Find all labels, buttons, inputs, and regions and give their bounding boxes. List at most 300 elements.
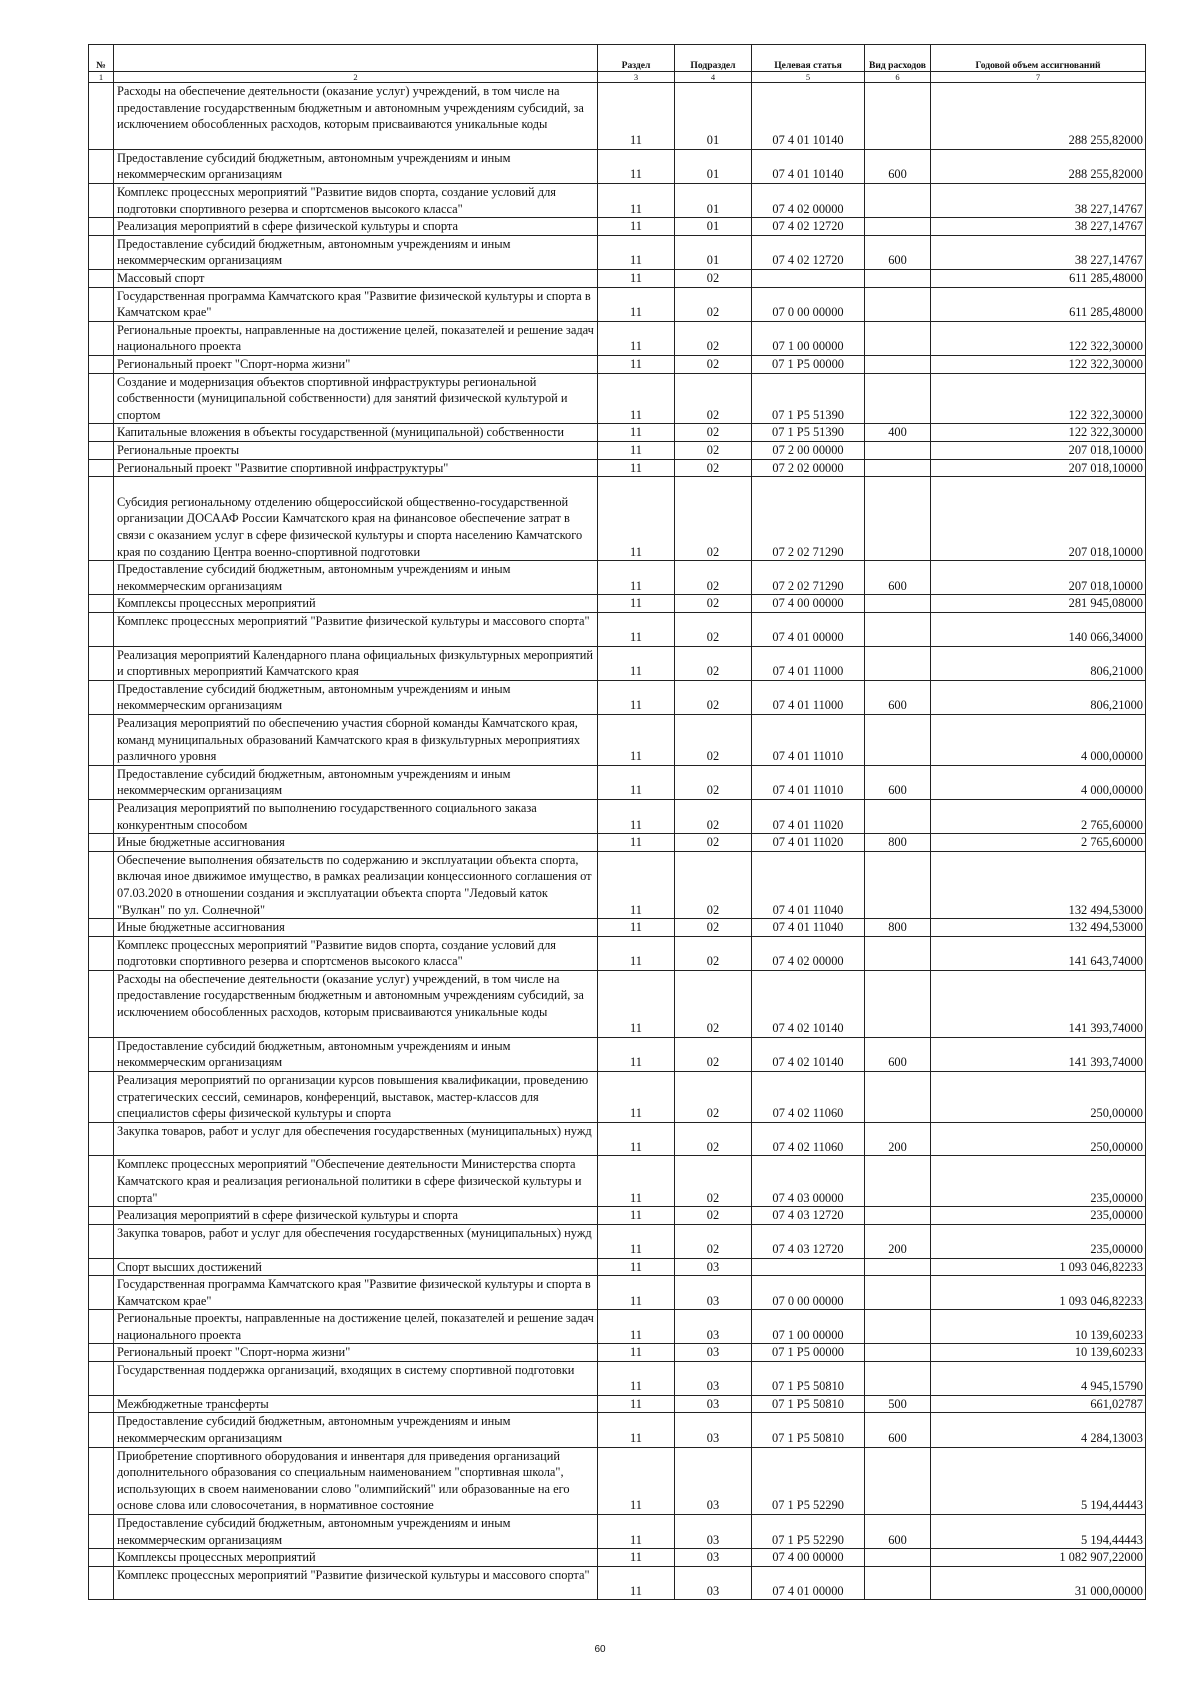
row-annual-volume: 141 393,74000 [931,1037,1146,1071]
row-target-article: 07 2 02 71290 [752,561,865,595]
row-description: Предоставление субсидий бюджетным, автономным учреждениям и иным некоммерческим организациям [114,765,598,799]
row-annual-volume: 806,21000 [931,680,1146,714]
row-razdel: 11 [598,834,675,852]
row-razdel: 11 [598,1447,675,1514]
row-podrazdel: 02 [675,373,752,424]
table-row [89,218,1146,236]
header-razdel: Раздел [598,45,675,72]
row-razdel: 11 [598,1362,675,1396]
row-annual-volume: 2 765,60000 [931,799,1146,833]
table-row [89,321,1146,355]
row-razdel: 11 [598,1395,675,1413]
header-number: № [89,45,114,72]
row-expense-type [865,1362,931,1396]
row-razdel: 11 [598,612,675,646]
row-description: Реализация мероприятий в сфере физической культуры и спорта [114,1207,598,1225]
row-annual-volume: 1 093 046,82233 [931,1276,1146,1310]
row-annual-volume: 38 227,14767 [931,184,1146,218]
row-description: Реализация мероприятий по выполнению государственного социального заказа конкурентным способом [114,799,598,833]
row-description: Расходы на обеспечение деятельности (оказание услуг) учреждений, в том числе на предоставление государственным бюджетным и автономным учреждениям субсидий, за исключением обособленных расходов, которым присваиваются уникальные коды [114,83,598,150]
col-num-3: 3 [598,72,675,83]
table-row [89,459,1146,477]
row-expense-type [865,270,931,288]
row-number-cell [89,373,114,424]
row-annual-volume: 4 284,13003 [931,1413,1146,1447]
table-row [89,1122,1146,1156]
row-description: Предоставление субсидий бюджетным, автономным учреждениям и иным некоммерческим организациям [114,235,598,269]
table-row [89,851,1146,918]
row-description: Региональные проекты, направленные на достижение целей, показателей и решение задач национального проекта [114,321,598,355]
row-number-cell [89,321,114,355]
row-expense-type [865,714,931,765]
row-expense-type: 200 [865,1224,931,1258]
row-description: Государственная программа Камчатского края "Развитие физической культуры и спорта в Камчатском крае" [114,287,598,321]
table-row [89,1362,1146,1396]
row-podrazdel: 02 [675,1207,752,1225]
row-expense-type: 200 [865,1122,931,1156]
row-number-cell [89,149,114,183]
row-target-article: 07 1 00 00000 [752,321,865,355]
row-podrazdel: 03 [675,1413,752,1447]
row-podrazdel: 02 [675,680,752,714]
row-podrazdel: 02 [675,851,752,918]
row-annual-volume: 611 285,48000 [931,287,1146,321]
row-description: Иные бюджетные ассигнования [114,834,598,852]
table-row [89,1549,1146,1567]
table-row [89,680,1146,714]
row-razdel: 11 [598,595,675,613]
row-expense-type [865,936,931,970]
row-annual-volume: 288 255,82000 [931,83,1146,150]
row-target-article: 07 2 00 00000 [752,441,865,459]
row-description: Реализация мероприятий по организации курсов повышения квалификации, проведению стратегических сессий, семинаров, конференций, выставок, мастер-классов для специалистов сферы физической культуры и спорта [114,1071,598,1122]
row-annual-volume: 141 393,74000 [931,970,1146,1037]
row-annual-volume: 2 765,60000 [931,834,1146,852]
row-target-article: 07 4 03 12720 [752,1224,865,1258]
row-razdel: 11 [598,218,675,236]
row-target-article: 07 1 P5 52290 [752,1514,865,1548]
row-podrazdel: 03 [675,1310,752,1344]
row-description: Региональные проекты, направленные на достижение целей, показателей и решение задач национального проекта [114,1310,598,1344]
table-row [89,1207,1146,1225]
row-target-article: 07 4 01 11000 [752,680,865,714]
table-row [89,1224,1146,1258]
col-num-2: 2 [114,72,598,83]
row-target-article: 07 4 02 00000 [752,936,865,970]
row-target-article: 07 4 00 00000 [752,595,865,613]
row-razdel: 11 [598,1156,675,1207]
row-podrazdel: 01 [675,149,752,183]
row-expense-type [865,1566,931,1600]
row-expense-type [865,218,931,236]
row-description: Приобретение спортивного оборудования и инвентаря для приведения организаций дополнительного образования со специальным наименованием "спортивная школа", использующих в своем наименовании слово "олимпийский" или образованные на его основе слова или словосочетания, в нормативное состояние [114,1447,598,1514]
row-razdel: 11 [598,765,675,799]
row-podrazdel: 02 [675,477,752,561]
row-description: Предоставление субсидий бюджетным, автономным учреждениям и иным некоммерческим организациям [114,1037,598,1071]
row-annual-volume: 281 945,08000 [931,595,1146,613]
row-number-cell [89,1362,114,1396]
row-annual-volume: 141 643,74000 [931,936,1146,970]
row-expense-type: 600 [865,1037,931,1071]
row-podrazdel: 01 [675,218,752,236]
row-number-cell [89,1207,114,1225]
table-row [89,1514,1146,1548]
row-razdel: 11 [598,1310,675,1344]
row-description: Закупка товаров, работ и услуг для обеспечения государственных (муниципальных) нужд [114,1224,598,1258]
row-description: Предоставление субсидий бюджетным, автономным учреждениям и иным некоммерческим организациям [114,149,598,183]
row-expense-type: 800 [865,919,931,937]
column-number-row [89,72,1146,83]
row-expense-type: 500 [865,1395,931,1413]
row-razdel: 11 [598,851,675,918]
row-annual-volume: 4 000,00000 [931,714,1146,765]
table-row [89,1395,1146,1413]
table-row [89,424,1146,442]
row-podrazdel: 02 [675,714,752,765]
row-number-cell [89,851,114,918]
row-expense-type [865,595,931,613]
row-annual-volume: 10 139,60233 [931,1344,1146,1362]
row-number-cell [89,424,114,442]
table-row [89,714,1146,765]
table-row [89,799,1146,833]
row-razdel: 11 [598,1258,675,1276]
row-target-article: 07 4 01 11020 [752,834,865,852]
table-row [89,765,1146,799]
row-target-article: 07 0 00 00000 [752,1276,865,1310]
row-description: Государственная программа Камчатского края "Развитие физической культуры и спорта в Камчатском крае" [114,1276,598,1310]
row-podrazdel: 03 [675,1566,752,1600]
row-number-cell [89,1514,114,1548]
row-description: Региональный проект "Спорт-норма жизни" [114,356,598,374]
row-podrazdel: 02 [675,612,752,646]
row-expense-type: 600 [865,765,931,799]
table-row [89,1156,1146,1207]
row-razdel: 11 [598,424,675,442]
row-number-cell [89,1566,114,1600]
row-razdel: 11 [598,646,675,680]
row-target-article: 07 1 P5 50810 [752,1413,865,1447]
row-description: Спорт высших достижений [114,1258,598,1276]
row-annual-volume: 4 000,00000 [931,765,1146,799]
row-podrazdel: 02 [675,321,752,355]
table-row [89,149,1146,183]
row-target-article: 07 4 01 10140 [752,149,865,183]
row-target-article: 07 2 02 00000 [752,459,865,477]
row-annual-volume: 250,00000 [931,1122,1146,1156]
row-annual-volume: 5 194,44443 [931,1514,1146,1548]
row-number-cell [89,765,114,799]
row-expense-type [865,184,931,218]
table-row [89,1037,1146,1071]
row-description: Обеспечение выполнения обязательств по содержанию и эксплуатации объекта спорта, включая иное движимое имущество, в рамках реализации концессионного соглашения от 07.03.2020 в отношении создания и эксплуатации объекта спорта "Ледовый каток "Вулкан" по ул. Солнечной" [114,851,598,918]
row-razdel: 11 [598,184,675,218]
row-description: Межбюджетные трансферты [114,1395,598,1413]
row-podrazdel: 03 [675,1514,752,1548]
row-razdel: 11 [598,235,675,269]
row-description: Расходы на обеспечение деятельности (оказание услуг) учреждений, в том числе на предоставление государственным бюджетным и автономным учреждениям субсидий, за исключением обособленных расходов, которым присваиваются уникальные коды [114,970,598,1037]
row-expense-type: 600 [865,149,931,183]
row-annual-volume: 661,02787 [931,1395,1146,1413]
row-razdel: 11 [598,287,675,321]
row-number-cell [89,1276,114,1310]
row-description: Комплекс процессных мероприятий "Развитие физической культуры и массового спорта" [114,612,598,646]
row-number-cell [89,287,114,321]
row-number-cell [89,936,114,970]
table-row [89,612,1146,646]
row-annual-volume: 611 285,48000 [931,270,1146,288]
row-annual-volume: 1 082 907,22000 [931,1549,1146,1567]
col-num-4: 4 [675,72,752,83]
table-row [89,834,1146,852]
row-target-article: 07 4 01 00000 [752,612,865,646]
row-annual-volume: 207 018,10000 [931,477,1146,561]
table-row [89,1413,1146,1447]
row-podrazdel: 01 [675,235,752,269]
row-number-cell [89,714,114,765]
row-annual-volume: 207 018,10000 [931,459,1146,477]
table-row [89,1071,1146,1122]
row-podrazdel: 02 [675,424,752,442]
row-target-article: 07 1 P5 52290 [752,1447,865,1514]
header-row [89,45,1146,72]
row-number-cell [89,1310,114,1344]
row-number-cell [89,1395,114,1413]
row-number-cell [89,970,114,1037]
table-row [89,970,1146,1037]
table-row [89,235,1146,269]
row-razdel: 11 [598,1037,675,1071]
table-row [89,270,1146,288]
row-description: Реализация мероприятий Календарного плана официальных физкультурных мероприятий и спортивных мероприятий Камчатского края [114,646,598,680]
row-expense-type [865,970,931,1037]
row-annual-volume: 140 066,34000 [931,612,1146,646]
row-podrazdel: 03 [675,1549,752,1567]
row-description: Предоставление субсидий бюджетным, автономным учреждениям и иным некоммерческим организациям [114,1413,598,1447]
row-expense-type [865,612,931,646]
row-razdel: 11 [598,919,675,937]
row-annual-volume: 132 494,53000 [931,919,1146,937]
row-annual-volume: 132 494,53000 [931,851,1146,918]
table-row [89,1310,1146,1344]
row-annual-volume: 235,00000 [931,1224,1146,1258]
row-target-article: 07 4 02 10140 [752,1037,865,1071]
row-number-cell [89,799,114,833]
row-expense-type: 600 [865,1514,931,1548]
row-expense-type [865,373,931,424]
row-podrazdel: 02 [675,459,752,477]
row-target-article: 07 4 01 10140 [752,83,865,150]
row-number-cell [89,1413,114,1447]
row-razdel: 11 [598,1224,675,1258]
row-podrazdel: 02 [675,270,752,288]
row-description: Комплексы процессных мероприятий [114,1549,598,1567]
table-row [89,356,1146,374]
row-razdel: 11 [598,441,675,459]
row-number-cell [89,1156,114,1207]
row-annual-volume: 122 322,30000 [931,356,1146,374]
row-razdel: 11 [598,477,675,561]
row-number-cell [89,646,114,680]
row-description: Реализация мероприятий по обеспечению участия сборной команды Камчатского края, команд муниципальных образований Камчатского края в физкультурных мероприятиях различного уровня [114,714,598,765]
table-row [89,184,1146,218]
row-number-cell [89,561,114,595]
row-number-cell [89,83,114,150]
row-podrazdel: 02 [675,595,752,613]
table-row [89,1258,1146,1276]
row-razdel: 11 [598,270,675,288]
row-expense-type [865,1156,931,1207]
row-podrazdel: 02 [675,919,752,937]
row-number-cell [89,834,114,852]
row-number-cell [89,1071,114,1122]
row-number-cell [89,441,114,459]
row-annual-volume: 122 322,30000 [931,424,1146,442]
row-razdel: 11 [598,1549,675,1567]
row-podrazdel: 01 [675,184,752,218]
row-annual-volume: 288 255,82000 [931,149,1146,183]
row-annual-volume: 207 018,10000 [931,561,1146,595]
row-number-cell [89,477,114,561]
row-expense-type [865,851,931,918]
row-target-article: 07 4 01 11040 [752,851,865,918]
row-number-cell [89,1447,114,1514]
row-description: Закупка товаров, работ и услуг для обеспечения государственных (муниципальных) нужд [114,1122,598,1156]
row-podrazdel: 02 [675,1037,752,1071]
row-target-article: 07 4 01 00000 [752,1566,865,1600]
row-podrazdel: 02 [675,441,752,459]
row-podrazdel: 02 [675,287,752,321]
row-number-cell [89,184,114,218]
table-row [89,561,1146,595]
row-description: Комплекс процессных мероприятий "Обеспечение деятельности Министерства спорта Камчатского края и реализация региональной политики в сфере физической культуры и спорта" [114,1156,598,1207]
row-target-article: 07 4 02 11060 [752,1122,865,1156]
row-number-cell [89,1224,114,1258]
row-target-article: 07 4 00 00000 [752,1549,865,1567]
row-target-article: 07 4 01 11010 [752,765,865,799]
row-description: Капитальные вложения в объекты государственной (муниципальной) собственности [114,424,598,442]
header-annual-volume: Годовой объем ассигнований [931,45,1146,72]
header-target-article: Целевая статья [752,45,865,72]
table-row [89,287,1146,321]
row-number-cell [89,218,114,236]
row-target-article: 07 2 02 71290 [752,477,865,561]
row-target-article: 07 4 01 11010 [752,714,865,765]
col-num-1: 1 [89,72,114,83]
row-number-cell [89,270,114,288]
table-row [89,1344,1146,1362]
row-razdel: 11 [598,1344,675,1362]
row-target-article: 07 1 P5 51390 [752,373,865,424]
row-podrazdel: 02 [675,834,752,852]
row-podrazdel: 02 [675,765,752,799]
row-target-article: 07 1 P5 00000 [752,356,865,374]
table-row [89,83,1146,150]
row-expense-type: 600 [865,235,931,269]
row-annual-volume: 207 018,10000 [931,441,1146,459]
row-razdel: 11 [598,149,675,183]
row-razdel: 11 [598,1276,675,1310]
row-number-cell [89,235,114,269]
row-annual-volume: 250,00000 [931,1071,1146,1122]
row-number-cell [89,356,114,374]
row-podrazdel: 02 [675,1224,752,1258]
header-podrazdel: Подраздел [675,45,752,72]
row-podrazdel: 03 [675,1276,752,1310]
row-razdel: 11 [598,714,675,765]
row-annual-volume: 10 139,60233 [931,1310,1146,1344]
row-target-article: 07 0 00 00000 [752,287,865,321]
row-expense-type [865,459,931,477]
row-razdel: 11 [598,1122,675,1156]
row-annual-volume: 806,21000 [931,646,1146,680]
budget-table [88,44,1146,1600]
row-annual-volume: 38 227,14767 [931,235,1146,269]
row-annual-volume: 38 227,14767 [931,218,1146,236]
row-target-article: 07 1 P5 50810 [752,1362,865,1396]
row-annual-volume: 31 000,00000 [931,1566,1146,1600]
row-expense-type [865,1258,931,1276]
row-razdel: 11 [598,373,675,424]
table-row [89,1566,1146,1600]
row-expense-type [865,321,931,355]
table-row [89,919,1146,937]
row-expense-type [865,1071,931,1122]
row-expense-type [865,477,931,561]
row-expense-type [865,646,931,680]
header-expense-type: Вид расходов [865,45,931,72]
row-description: Региональный проект "Развитие спортивной инфраструктуры" [114,459,598,477]
row-number-cell [89,1037,114,1071]
row-podrazdel: 03 [675,1258,752,1276]
row-razdel: 11 [598,459,675,477]
row-expense-type [865,1310,931,1344]
row-target-article: 07 1 P5 50810 [752,1395,865,1413]
table-row [89,595,1146,613]
row-expense-type [865,1549,931,1567]
table-row [89,936,1146,970]
col-num-6: 6 [865,72,931,83]
row-annual-volume: 235,00000 [931,1156,1146,1207]
row-razdel: 11 [598,83,675,150]
row-expense-type: 800 [865,834,931,852]
row-podrazdel: 02 [675,936,752,970]
row-target-article: 07 4 02 00000 [752,184,865,218]
row-number-cell [89,1258,114,1276]
budget-table-page [88,44,1145,1600]
row-description: Комплекс процессных мероприятий "Развитие видов спорта, создание условий для подготовки спортивного резерва и спортсменов высокого класса" [114,184,598,218]
row-number-cell [89,595,114,613]
row-number-cell [89,919,114,937]
row-razdel: 11 [598,680,675,714]
row-target-article [752,1258,865,1276]
row-expense-type: 600 [865,680,931,714]
row-expense-type [865,356,931,374]
row-expense-type: 400 [865,424,931,442]
row-razdel: 11 [598,321,675,355]
row-number-cell [89,1344,114,1362]
row-number-cell [89,1122,114,1156]
row-annual-volume: 122 322,30000 [931,373,1146,424]
row-razdel: 11 [598,799,675,833]
row-description: Предоставление субсидий бюджетным, автономным учреждениям и иным некоммерческим организациям [114,1514,598,1548]
header-description [114,45,598,72]
row-razdel: 11 [598,1207,675,1225]
col-num-5: 5 [752,72,865,83]
row-podrazdel: 01 [675,83,752,150]
row-podrazdel: 02 [675,356,752,374]
row-description: Комплексы процессных мероприятий [114,595,598,613]
